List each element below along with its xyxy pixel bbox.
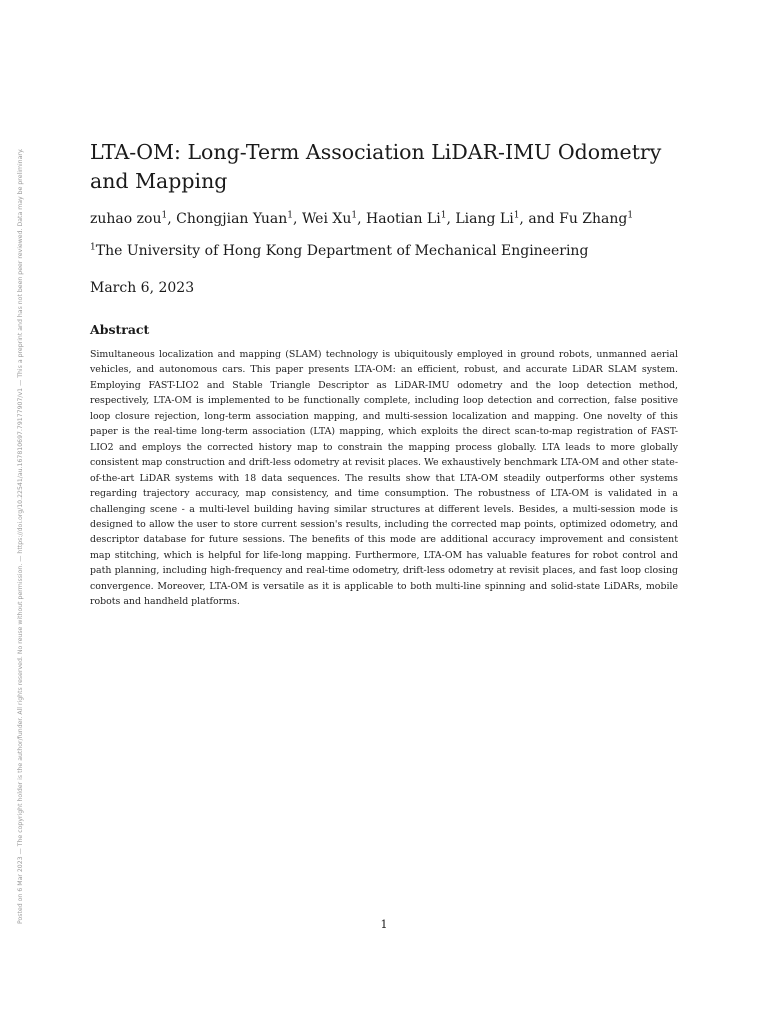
- author-name: Fu Zhang: [559, 211, 628, 227]
- author-name: Wei Xu: [301, 211, 352, 227]
- publication-date: March 6, 2023: [90, 280, 195, 296]
- author-affiliation-marker: 1: [440, 210, 447, 221]
- author-separator: ,: [446, 211, 456, 227]
- affiliation-marker: 1: [90, 242, 96, 253]
- author-affiliation-marker: 1: [627, 210, 634, 221]
- author-separator: , and: [519, 211, 560, 227]
- affiliation: [90, 241, 690, 261]
- author-affiliation-marker: 1: [287, 210, 294, 221]
- author-separator: ,: [167, 211, 177, 227]
- author-affiliation-marker: 1: [351, 210, 358, 221]
- author-list: [90, 209, 690, 229]
- author-affiliation-marker: 1: [161, 210, 168, 221]
- abstract-body: Simultaneous localization and mapping (SLAM) technology is ubiquitously employed in ground robots, unmanned aerial vehicles, and autonomous cars. This paper presents LTA-OM: an efficient, robust, and accurate LiDAR SLAM system. Employing FAST-LIO2 and Stable Triangle Descriptor as LiDAR-IMU odometry and the loop detection method, respectively, LTA-OM is implemented to be functionally complete, including loop detection and correction, false positive loop closure rejection, long-term association mapping, and multi-session localization and mapping. One novelty of this paper is the real-time long-term association (LTA) mapping, which exploits the direct scan-to-map registration of FAST-LIO2 and employs the corrected history map to constrain the mapping process globally. LTA leads to more globally consistent map construction and drift-less odometry at revisit places. We exhaustively benchmark LTA-OM and other state-of-the-art LiDAR systems with 18 data sequences. The results show that LTA-OM steadily outperforms other systems regarding trajectory accuracy, map consistency, and time consumption. The robustness of LTA-OM is validated in a challenging scene - a multi-level building having similar structures at different levels. Besides, a multi-session mode is designed to allow the user to store current session's results, including the corrected map points, optimized odometry, and descriptor database for future sessions. The benefits of this mode are additional accuracy improvement and consistent map stitching, which is helpful for life-long mapping. Furthermore, LTA-OM has valuable features for robot control and path planning, including high-frequency and real-time odometry, drift-less odometry at revisit places, and fast loop closing convergence. Moreover, LTA-OM is versatile as it is applicable to both multi-line spinning and solid-state LiDARs, mobile robots and handheld platforms.: [90, 349, 678, 608]
- page-number: 1: [380, 918, 388, 931]
- affiliation-text: The University of Hong Kong Department of Mechanical Engineering: [95, 243, 589, 259]
- author-name: Liang Li: [455, 211, 514, 227]
- author-name: Chongjian Yuan: [176, 211, 288, 227]
- author-name: Haotian Li: [366, 211, 441, 227]
- author-name: zuhao zou: [90, 211, 162, 227]
- paper-title: LTA-OM: Long-Term Association LiDAR-IMU Odometry and Mapping: [90, 140, 662, 193]
- abstract-heading: Abstract: [90, 322, 150, 337]
- author-affiliation-marker: 1: [513, 210, 520, 221]
- author-separator: ,: [293, 211, 302, 227]
- preprint-margin-note: Posted on 6 Mar 2023 — The copyright holder is the author/funder. All rights reserved. No reuse without permission. — https://doi.org/10.22541/au.167810697.79177907/v1 — This a preprint and has not been peer reviewed. Data may be preliminary.: [17, 148, 24, 924]
- author-separator: ,: [357, 211, 367, 227]
